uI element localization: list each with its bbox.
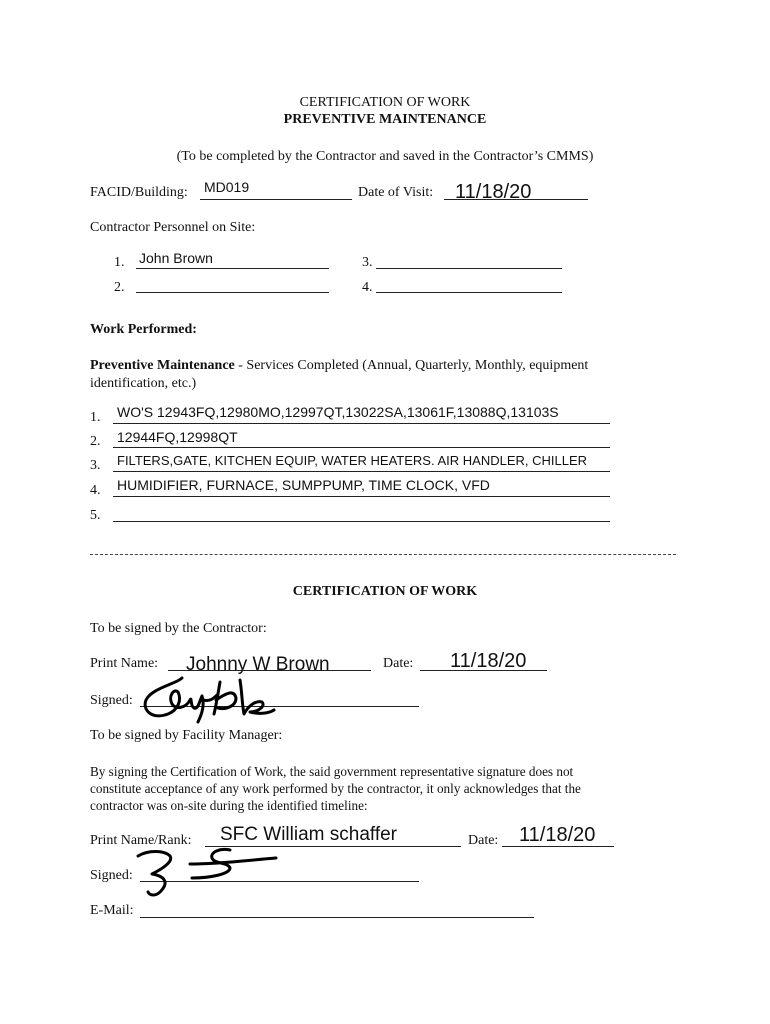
rank-label: Print Name/Rank: — [90, 833, 192, 848]
facid-line — [200, 199, 352, 200]
disclaimer-line-2: constitute acceptance of any work performed by the contractor, it only acknowledges that the — [90, 781, 581, 796]
work-value-2[interactable]: 12944FQ,12998QT — [117, 429, 238, 445]
contractor-signed-label: Signed: — [90, 693, 133, 708]
work-line-3 — [113, 471, 610, 472]
facid-label: FACID/Building: — [90, 185, 188, 200]
contractor-date-value[interactable]: 11/18/20 — [450, 650, 527, 672]
pm-bold-label: Preventive Maintenance — [90, 358, 235, 373]
email-label: E-Mail: — [90, 903, 134, 918]
personnel-num-2: 2. — [114, 280, 125, 295]
work-num-3: 3. — [90, 458, 101, 473]
personnel-num-1: 1. — [114, 255, 125, 270]
work-line-2 — [113, 447, 610, 448]
contractor-sign-label: To be signed by the Contractor: — [90, 621, 267, 636]
print-name-label: Print Name: — [90, 656, 159, 671]
personnel-line-2 — [136, 292, 329, 293]
instruction-text: (To be completed by the Contractor and saved in the Contractor’s CMMS) — [176, 149, 594, 164]
work-num-5: 5. — [90, 508, 101, 523]
work-performed-heading: Work Performed: — [90, 322, 197, 337]
document-subtitle: PREVENTIVE MAINTENANCE — [283, 112, 487, 127]
work-value-4[interactable]: HUMIDIFIER, FURNACE, SUMPPUMP, TIME CLOCK, VFD — [117, 477, 490, 493]
work-num-4: 4. — [90, 483, 101, 498]
work-line-4 — [113, 496, 610, 497]
work-line-1 — [113, 423, 610, 424]
work-num-1: 1. — [90, 410, 101, 425]
work-line-5 — [113, 521, 610, 522]
disclaimer-line-1: By signing the Certification of Work, the said government representative signature does not — [90, 764, 574, 779]
personnel-value-1[interactable]: John Brown — [139, 250, 213, 266]
pm-rest-text: - Services Completed (Annual, Quarterly, Monthly, equipment — [234, 358, 589, 373]
personnel-line-3 — [376, 268, 562, 269]
contractor-date-label: Date: — [383, 656, 414, 671]
work-value-1[interactable]: WO'S 12943FQ,12980MO,12997QT,13022SA,13061F,13088Q,13103S — [117, 404, 559, 420]
work-num-2: 2. — [90, 434, 101, 449]
document-title: CERTIFICATION OF WORK — [299, 95, 471, 110]
pm-description-line2: identification, etc.) — [90, 376, 197, 391]
work-value-3[interactable]: FILTERS,GATE, KITCHEN EQUIP, WATER HEATERS. AIR HANDLER, CHILLER — [117, 453, 588, 468]
manager-signed-label: Signed: — [90, 868, 133, 883]
visit-date-value[interactable]: 11/18/20 — [455, 181, 532, 203]
manager-date-value[interactable]: 11/18/20 — [519, 824, 596, 846]
personnel-num-4: 4. — [362, 280, 373, 295]
rank-value[interactable]: SFC William schaffer — [220, 824, 398, 845]
pm-description — [90, 358, 588, 374]
certification-heading: CERTIFICATION OF WORK — [292, 584, 478, 599]
personnel-label: Contractor Personnel on Site: — [90, 220, 256, 235]
facid-value[interactable]: MD019 — [204, 179, 250, 195]
email-line — [140, 917, 534, 918]
personnel-line-4 — [376, 292, 562, 293]
personnel-num-3: 3. — [362, 255, 373, 270]
manager-signature — [130, 842, 280, 902]
manager-date-label: Date: — [468, 833, 499, 848]
section-divider — [90, 554, 676, 555]
print-name-value[interactable]: Johnny W Brown — [186, 654, 330, 675]
visit-date-label: Date of Visit: — [358, 185, 434, 200]
personnel-line-1 — [136, 268, 329, 269]
manager-sign-label: To be signed by Facility Manager: — [90, 728, 283, 743]
disclaimer-line-3: contractor was on-site during the identified timeline: — [90, 798, 368, 813]
contractor-signature — [138, 670, 278, 730]
